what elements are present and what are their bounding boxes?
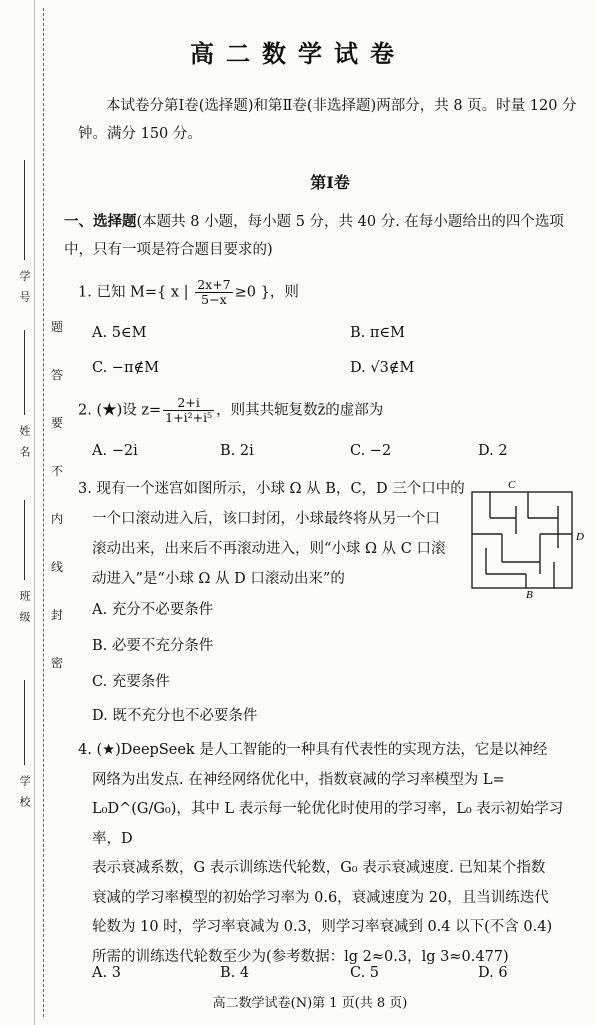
q3-option-c[interactable]: C. 充要条件 xyxy=(92,674,170,690)
q3-option-d[interactable]: D. 既不充分也不必要条件 xyxy=(92,708,258,724)
seal-char: 内 xyxy=(50,512,63,526)
q1-option-d[interactable]: D. √3∉M xyxy=(350,360,415,376)
question-1 xyxy=(78,278,299,307)
seal-char: 题 xyxy=(50,320,63,334)
q4-option-b[interactable]: B. 4 xyxy=(220,965,250,981)
field-line-school[interactable] xyxy=(24,680,25,765)
q1-option-a[interactable]: A. 5∈M xyxy=(92,325,147,341)
question-4 xyxy=(78,736,588,972)
q4-line: 所需的训练迭代轮数至少为(参考数据：lg 2≈0.3，lg 3≈0.477) xyxy=(92,948,509,965)
q3-option-a[interactable]: A. 充分不必要条件 xyxy=(92,602,214,618)
q2-tail: ，则其共轭复数z̄的虚部为 xyxy=(216,402,384,419)
q1-frac-den: 5−x xyxy=(201,292,227,307)
margin-border xyxy=(34,0,35,1025)
q1-set-right: ≥0 }，则 xyxy=(234,284,299,301)
q4-line: L₀D^(G/G₀)，其中 L 表示每一轮优化时使用的学习率，L₀ 表示初始学习率，D xyxy=(92,801,564,847)
field-label-class: 班级 xyxy=(18,590,31,632)
q2-frac-den: 1+i²+i⁵ xyxy=(165,410,213,425)
field-line-name[interactable] xyxy=(24,330,25,415)
intro-text: 本试卷分第Ⅰ卷(选择题)和第Ⅱ卷(非选择题)两部分，共 8 页。时量 120 分钟。满分 150 分。 xyxy=(78,98,577,142)
q2-lead: 2. (★)设 z= xyxy=(78,402,162,419)
q3-line: 滚动出来，出来后不再滚动进入，则“小球 Ω 从 C 口滚 xyxy=(92,541,446,557)
q2-option-b[interactable]: B. 2i xyxy=(220,443,254,459)
q4-line: 4. (★)DeepSeek 是人工智能的一种具有代表性的实现方法，它是以神经 xyxy=(78,742,548,758)
seal-char: 密 xyxy=(50,656,63,670)
seal-warning xyxy=(50,320,64,704)
q4-line: 衰减的学习率模型的初始学习率为 0.6，衰减速度为 20，且当训练迭代 xyxy=(92,889,549,906)
q4-option-a[interactable]: A. 3 xyxy=(92,965,121,981)
q1-fraction xyxy=(195,278,232,307)
q1-set-left: { x | xyxy=(157,284,189,301)
q2-option-d[interactable]: D. 2 xyxy=(478,443,508,459)
maze-diagram xyxy=(470,478,590,600)
q1-option-b[interactable]: B. π∈M xyxy=(350,325,405,341)
seal-char: 答 xyxy=(50,368,63,382)
q3-option-b[interactable]: B. 必要不充分条件 xyxy=(92,638,214,654)
q4-line: 表示衰减系数，G 表示训练迭代轮数，G₀ 表示衰减速度. 已知某个指数 xyxy=(92,860,546,876)
q1-option-c[interactable]: C. −π∉M xyxy=(92,360,160,376)
q2-option-c[interactable]: C. −2 xyxy=(350,443,392,459)
q1-frac-num: 2x+7 xyxy=(197,277,231,292)
part1-desc: (本题共 8 小题，每小题 5 分，共 40 分. 在每小题给出的四个选项中，只有一项是符合题目要求的) xyxy=(64,214,564,258)
maze-label-d: D xyxy=(576,531,584,543)
q3-line: 3. 现有一个迷宫如图所示，小球 Ω 从 B，C，D 三个口中的 xyxy=(78,481,465,497)
maze-label-c: C xyxy=(508,479,516,491)
question-3 xyxy=(78,474,478,594)
maze-label-b: B xyxy=(526,589,533,600)
q4-option-c[interactable]: C. 5 xyxy=(350,965,380,981)
seal-char: 封 xyxy=(50,608,63,622)
part1-heading: 一、选择题 xyxy=(64,213,137,230)
q1-lead: 1. 已知 M= xyxy=(78,284,158,301)
q4-line: 网络为出发点. 在神经网络优化中，指数衰减的学习率模型为 L= xyxy=(92,771,505,788)
field-label-school: 学校 xyxy=(18,775,31,817)
question-2 xyxy=(78,396,383,425)
seal-char: 线 xyxy=(50,560,63,574)
q2-option-a[interactable]: A. −2i xyxy=(92,443,138,459)
field-label-student-id: 学号 xyxy=(18,270,31,312)
part1-instructions xyxy=(64,208,584,264)
page-footer: 高二数学试卷(N)第 1 页(共 8 页) xyxy=(212,996,408,1011)
field-label-name: 姓名 xyxy=(18,425,31,467)
q2-frac-num: 2+i xyxy=(163,396,214,411)
page-title: 高二数学试卷 xyxy=(190,39,406,68)
seal-char: 不 xyxy=(50,464,63,478)
q2-fraction xyxy=(163,396,214,425)
q4-line: 轮数为 10 时，学习率衰减为 0.3，则学习率衰减到 0.4 以下(不含 0.4) xyxy=(92,919,553,935)
seal-dashed-line xyxy=(43,8,44,1017)
seal-char: 要 xyxy=(50,416,63,430)
q3-line: 动进入”是“小球 Ω 从 D 口滚动出来”的 xyxy=(92,571,345,587)
q3-line: 一个口滚动进入后，该口封闭，小球最终将从另一个口 xyxy=(92,511,440,527)
q4-option-d[interactable]: D. 6 xyxy=(478,965,508,981)
field-line-class[interactable] xyxy=(24,500,25,580)
section-title: 第Ⅰ卷 xyxy=(310,173,350,192)
